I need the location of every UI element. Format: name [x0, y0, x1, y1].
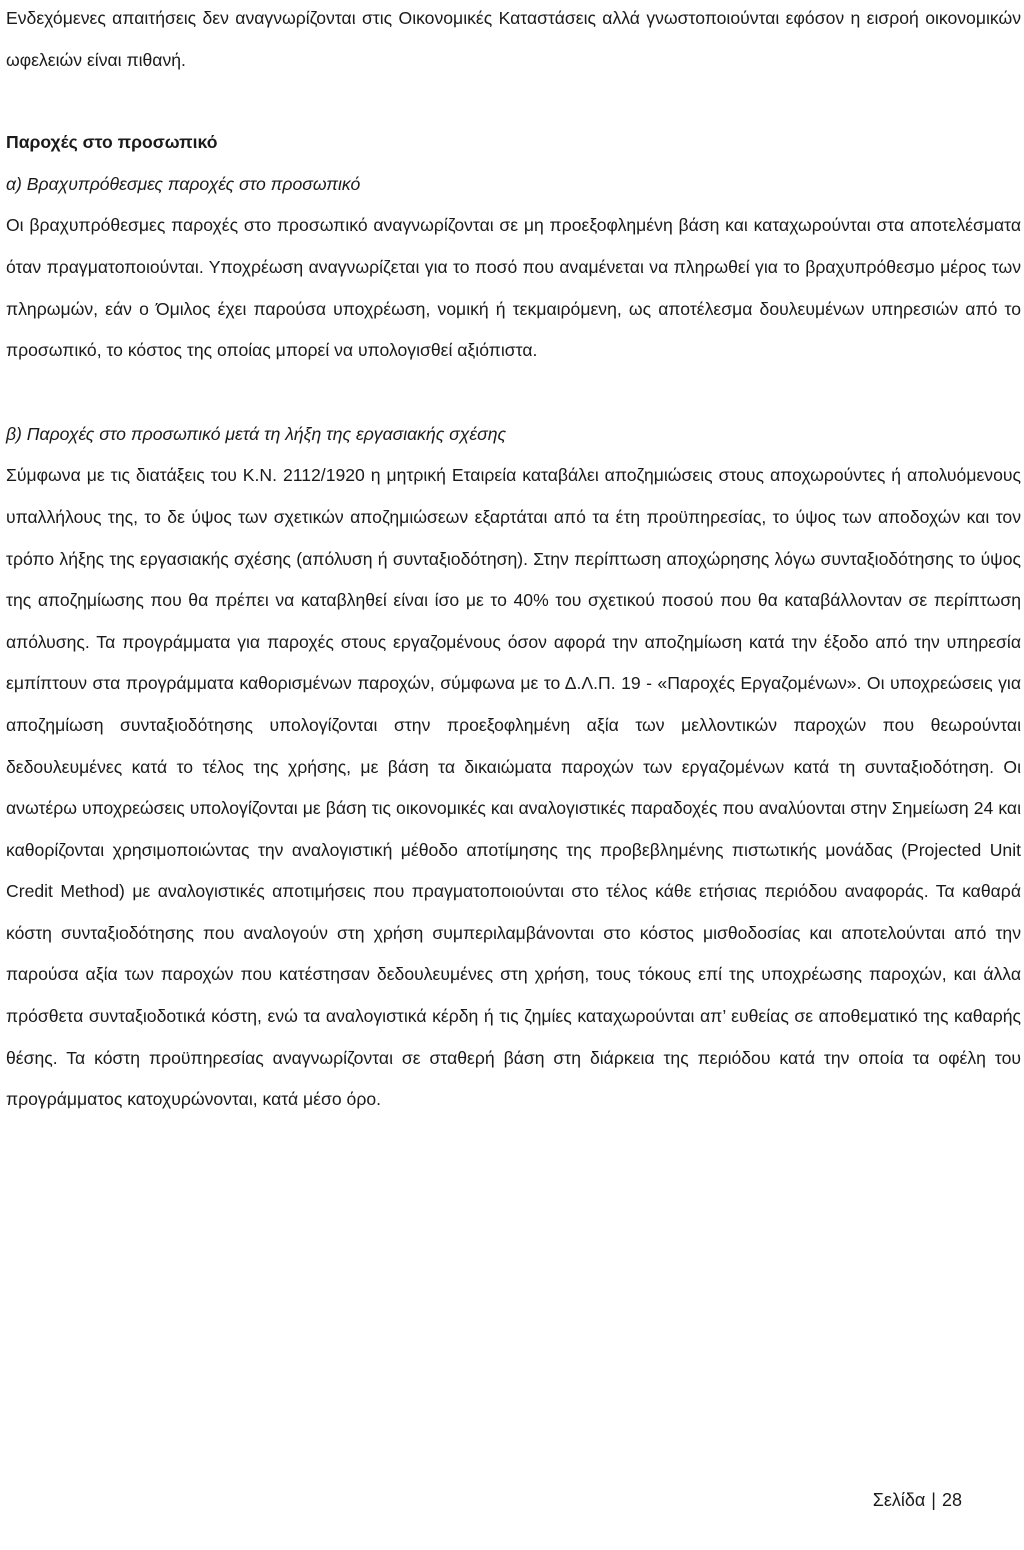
- paragraph-short-term-benefits: Οι βραχυπρόθεσμες παροχές στο προσωπικό αναγνωρίζονται σε μη προεξοφλημένη βάση και καταχωρούνται στα αποτελέσματα όταν πραγματοποιούνται. Υποχρέωση αναγνωρίζεται για το ποσό που αναμένεται να πληρωθεί για το βραχυπρόθεσμο μέρος των πληρωμών, εάν ο Όμιλος έχει παρούσα υποχρέωση, νομική ή τεκμαιρόμενη, ως αποτέλεσμα δουλευμένων υπηρεσιών από το προσωπικό, το κόστος της οποίας μπορεί να υπολογισθεί αξιόπιστα.: [6, 215, 1021, 361]
- intro-paragraph: Ενδεχόμενες απαιτήσεις δεν αναγνωρίζονται στις Οικονομικές Καταστάσεις αλλά γνωστοποιούνται εφόσον η εισροή οικονομικών ωφελειών είναι πιθανή.: [6, 8, 1021, 70]
- page-footer: [873, 1488, 962, 1512]
- paragraph-post-employment-benefits: Σύμφωνα με τις διατάξεις του Κ.Ν. 2112/1920 η μητρική Εταιρεία καταβάλει αποζημιώσεις στους αποχωρούντες ή απολυόμενους υπαλλήλους της, το δε ύψος των σχετικών αποζημιώσεων εξαρτάται από τα έτη προϋπηρεσίας, το ύψος των αποδοχών και τον τρόπο λήξης της εργασιακής σχέσης (απόλυση ή συνταξιοδότηση). Στην περίπτωση αποχώρησης λόγω συνταξιοδότησης το ύψος της αποζημίωσης που θα πρέπει να καταβληθεί είναι ίσο με το 40% του σχετικού ποσού που θα καταβάλλονταν σε περίπτωση απόλυσης. Τα προγράμματα για παροχές στους εργαζομένους όσον αφορά την αποζημίωση κατά την έξοδο από την υπηρεσία εμπίπτουν στα προγράμματα καθορισμένων παροχών, σύμφωνα με το Δ.Λ.Π. 19 - «Παροχές Εργαζομένων». Οι υποχρεώσεις για αποζημίωση συνταξιοδότησης υπολογίζονται στην προεξοφλημένη αξία των μελλοντικών παροχών που θεωρούνται δεδουλευμένες κατά το τέλος της χρήσης, με βάση τα δικαιώματα παροχών των εργαζομένων κατά τη συνταξιοδότηση. Οι ανωτέρω υποχρεώσεις υπολογίζονται με βάση τις οικονομικές και αναλογιστικές παραδοχές που αναλύονται στην Σημείωση 24 και καθορίζονται χρησιμοποιώντας την αναλογιστική μέθοδο αποτίμησης της προβεβλημένης πιστωτικής μονάδας (Projected Unit Credit Method) με αναλογιστικές αποτιμήσεις που πραγματοποιούνται στο τέλος κάθε ετήσιας περιόδου αναφοράς. Τα καθαρά κόστη συνταξιοδότησης που αναλογούν στη χρήση συμπεριλαμβάνονται στο κόστος μισθοδοσίας και αποτελούνται από την παρούσα αξία των παροχών που κατέστησαν δεδουλευμένες στη χρήση, τους τόκους επί της υποχρέωσης παροχών, και άλλα πρόσθετα συνταξιοδοτικά κόστη, ενώ τα αναλογιστικά κέρδη ή τις ζημίες καταχωρούνται απ’ ευθείας σε αποθεματικό της καθαρής θέσης. Τα κόστη προϋπηρεσίας αναγνωρίζονται σε σταθερή βάση στη διάρκεια της περιόδου κατά την οποία τα οφέλη του προγράμματος κατοχυρώνονται, κατά μέσο όρο.: [6, 465, 1021, 1110]
- subheading-post-employment-benefits: β) Παροχές στο προσωπικό μετά τη λήξη της εργασιακής σχέσης: [6, 423, 507, 444]
- page-number: 28: [941, 1490, 962, 1510]
- document-page: [6, 0, 1021, 1121]
- page-label: Σελίδα: [872, 1490, 926, 1510]
- page-separator: |: [931, 1490, 936, 1510]
- section-heading: Παροχές στο προσωπικό: [6, 132, 218, 153]
- subheading-short-term-benefits: α) Βραχυπρόθεσμες παροχές στο προσωπικό: [6, 173, 361, 194]
